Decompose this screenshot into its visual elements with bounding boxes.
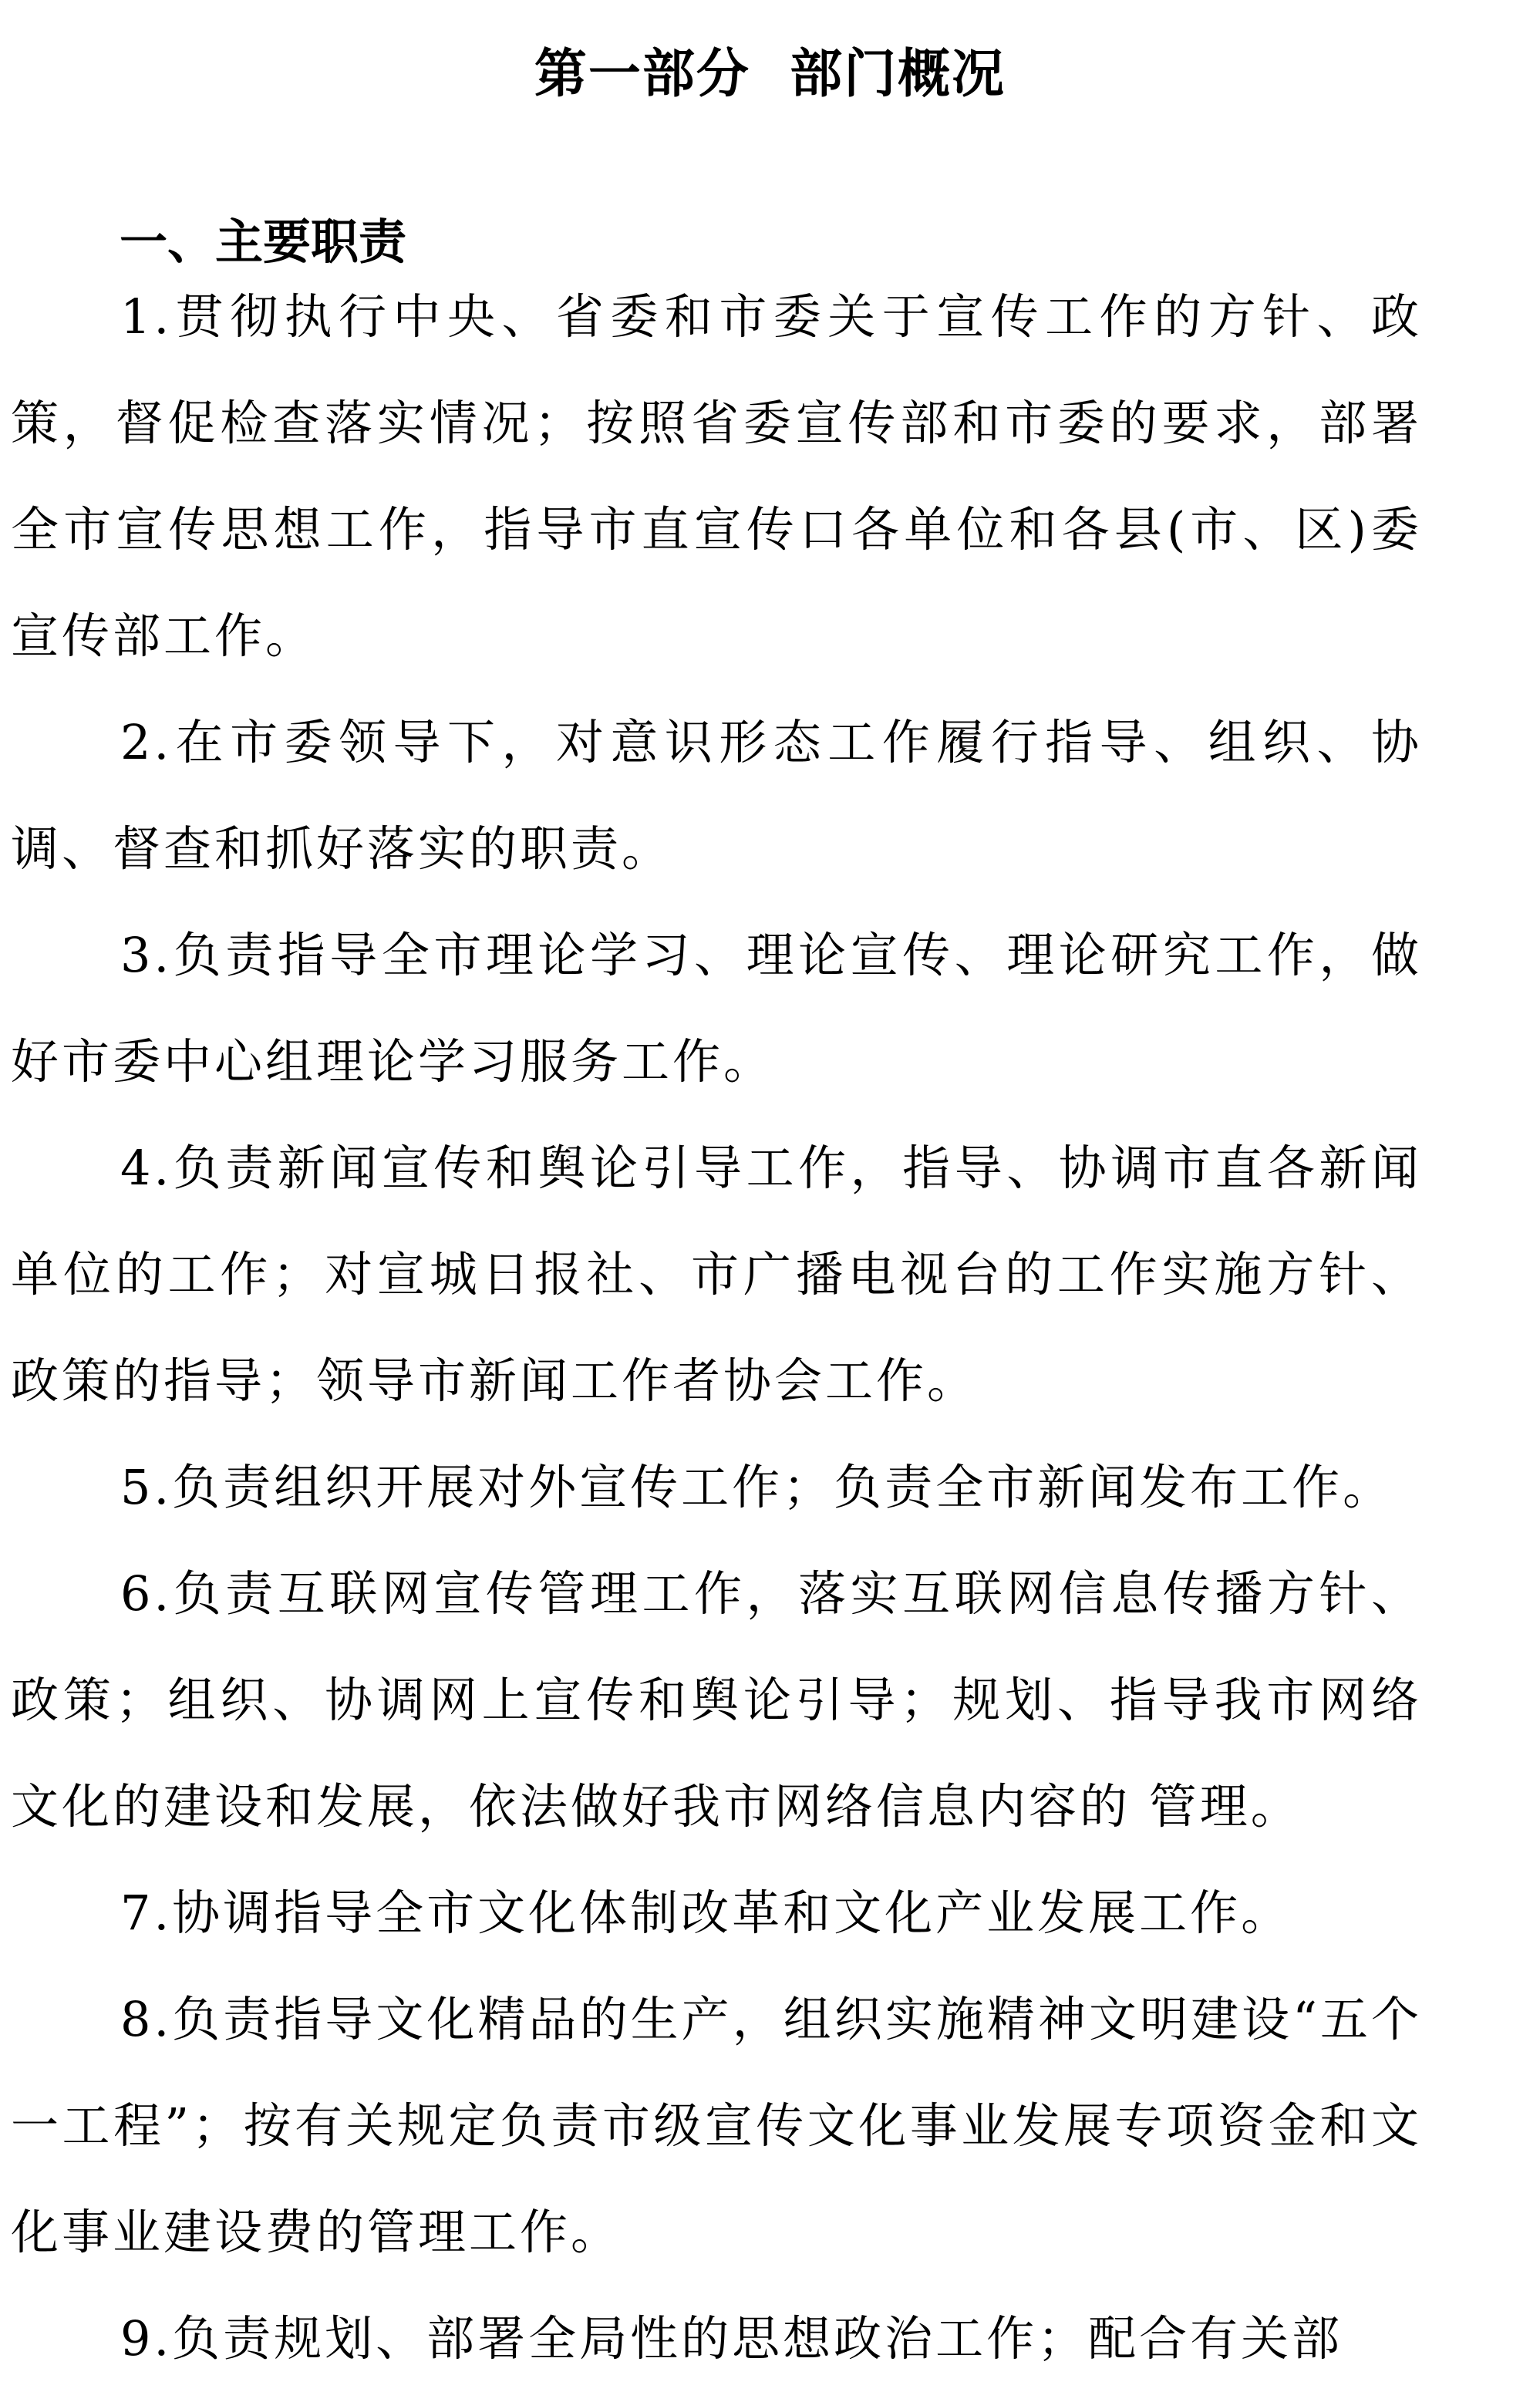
duty-item-3: 3.负责指导全市理论学习、理论宣传、理论研究工作，做好市委中心组理论学习服务工作。 <box>11 927 1422 1090</box>
duties-list <box>11 264 1422 2392</box>
section-heading: 一、主要职责 <box>120 214 407 271</box>
duty-item-1: 1.贯彻执行中央、省委和市委关于宣传工作的方针、政策，督促检查落实情况；按照省委宣传部和市委的要求，部署全市宣传思想工作，指导市直宣传口各单位和各县(市、区)委宣传部工作。 <box>11 288 1422 664</box>
duty-item-9: 9.负责规划、部署全局性的思想政治工作；配合有关部 <box>120 2310 1343 2367</box>
duty-item-7: 7.协调指导全市文化体制改革和文化产业发展工作。 <box>120 1885 1292 1941</box>
duty-item-4: 4.负责新闻宣传和舆论引导工作，指导、协调市直各新闻单位的工作；对宣城日报社、市广播电视台的工作实施方针、政策的指导；领导市新闻工作者协会工作。 <box>11 1140 1422 1409</box>
page-title: 第一部分 部门概况 <box>534 43 1006 105</box>
duty-item-8: 8.负责指导文化精品的生产，组织实施精神文明建设“五个一工程”；按有关规定负责市级宣传文化事业发展专项资金和文化事业建设费的管理工作。 <box>11 1991 1422 2260</box>
duty-item-5: 5.负责组织开展对外宣传工作；负责全市新闻发布工作。 <box>120 1459 1394 1515</box>
duty-item-6: 6.负责互联网宣传管理工作，落实互联网信息传播方针、政策；组织、协调网上宣传和舆论引导；规划、指导我市网络文化的建设和发展，依法做好我市网络信息内容的 管理。 <box>11 1565 1422 1834</box>
duty-item-2: 2.在市委领导下，对意识形态工作履行指导、组织、协调、督查和抓好落实的职责。 <box>11 714 1422 877</box>
